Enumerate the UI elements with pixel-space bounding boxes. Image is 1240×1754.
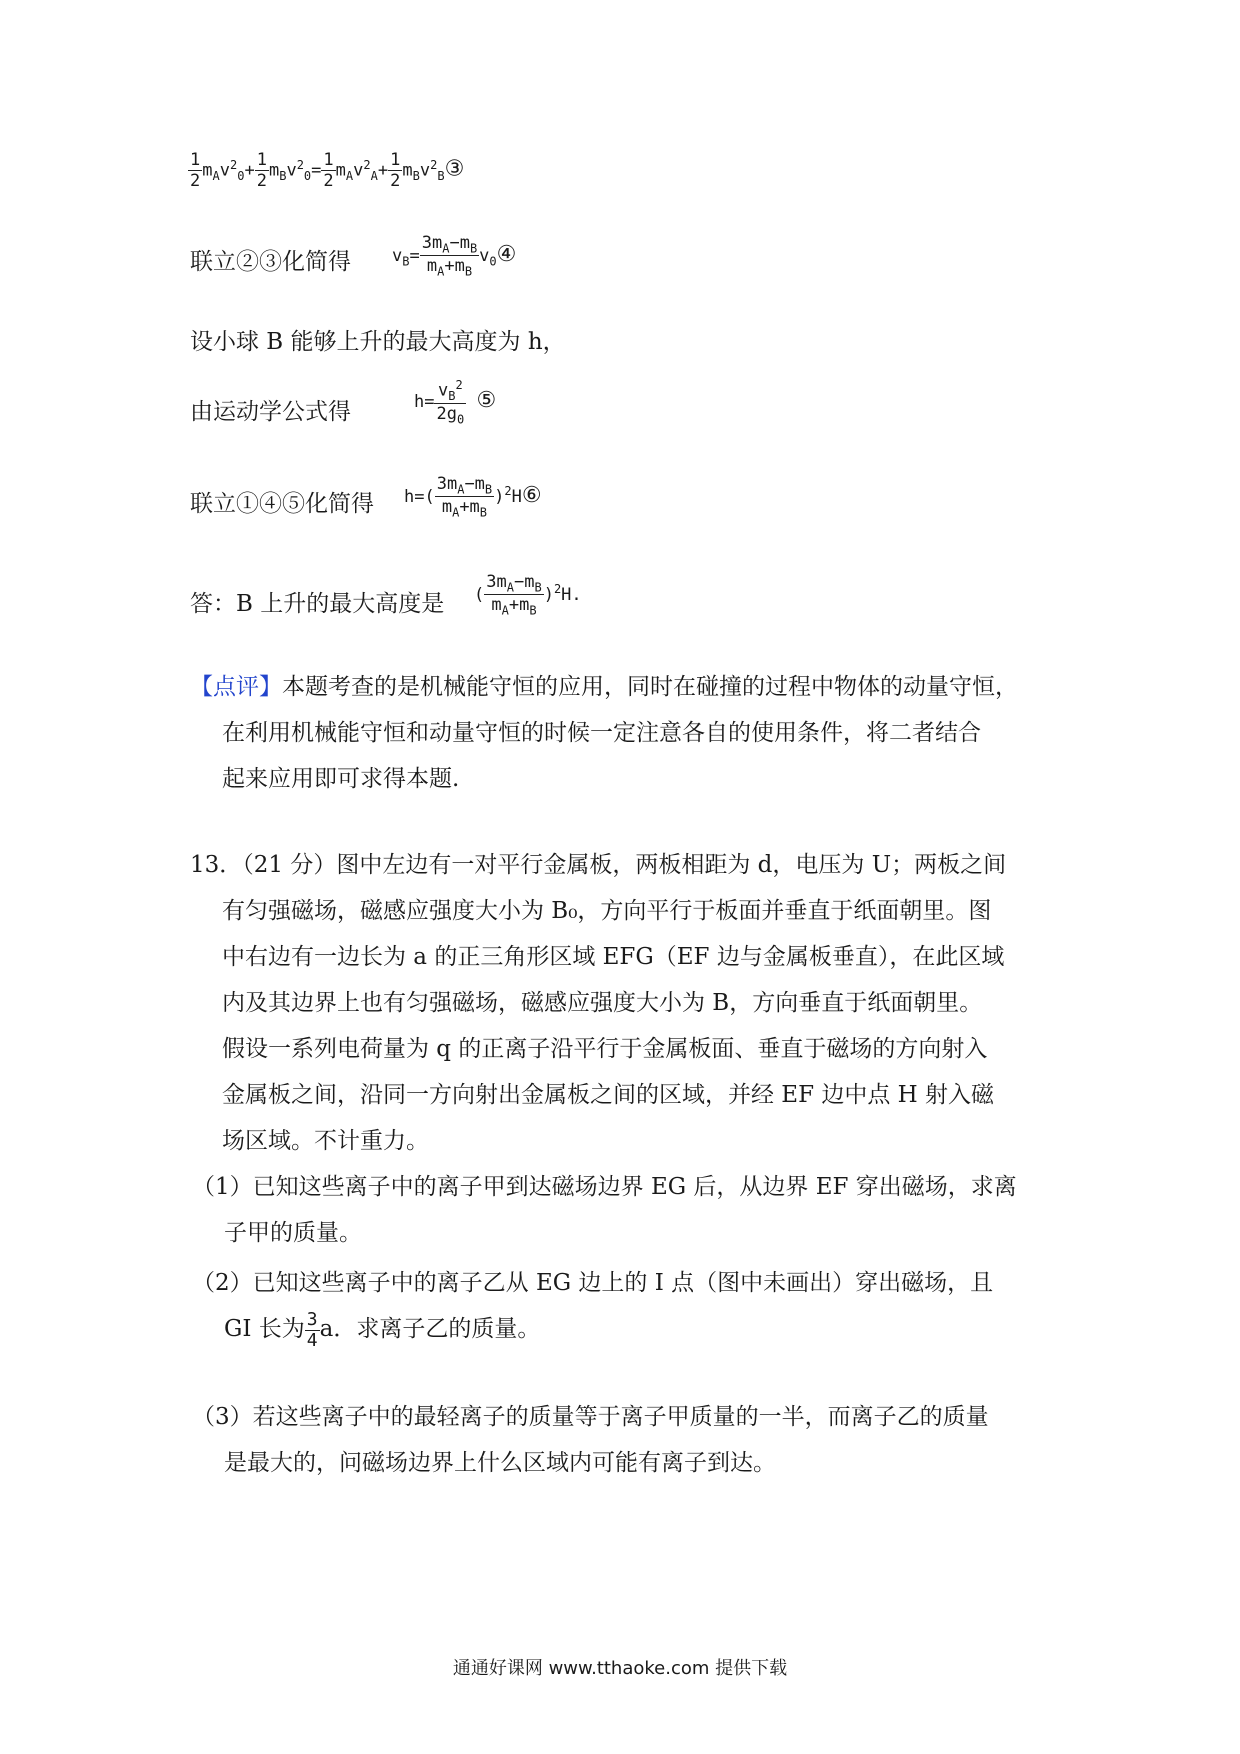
comment-block: 【点评】本题考查的是机械能守恒的应用，同时在碰撞的过程中物体的动量守恒， 在利用机械能守恒和动量守恒的时候一定注意各自的使用条件，将二者结合 起来应用即可求得本题. bbox=[190, 674, 1018, 792]
assume-line: 设小球 B 能够上升的最大高度为 h， bbox=[190, 329, 566, 355]
footer: 通通好课网 www.tthaoke.com 提供下载 bbox=[452, 1658, 788, 1679]
answer-equation: ( $\frac{3m_A-m_B}{m_A+m_B}$ )$^2$H. bbox=[474, 572, 582, 618]
sub-question-3: （3）若这些离子中的最轻离子的质量等于离子甲质量的一半，而离子乙的质量 是最大的，问磁场边界上什么区域内可能有离子到达。 bbox=[192, 1404, 989, 1476]
energy-equation: $\frac{1}{2}$ $m_Av^2_0+$ $\frac{1}{2}$ $m_Bv^2_0=$ $\frac{1}{2}$ $m_Av^2_A+$ $\frac{1}{2}$ $m_Bv^2_B③$ bbox=[190, 150, 465, 191]
sub-question-1: （1）已知这些离子中的离子甲到达磁场边界 EG 后，从边界 EF 穿出磁场，求离 子甲的质量。 bbox=[192, 1174, 1017, 1246]
question-number: 13． bbox=[190, 852, 243, 878]
sub-question-2: （2）已知这些离子中的离子乙从 EG 边上的 I 点（图中未画出）穿出磁场，且 GI 长为 $\frac{3}{4}$ a．求离子乙的质量。 bbox=[192, 1270, 994, 1351]
question-13: 13．（21 分）图中左边有一对平行金属板，两板相距为 d，电压为 U；两板之间 有匀强磁场，磁感应强度大小为 B₀，方向平行于板面并垂直于纸面朝里。图 中右边有一边长为 a 的正三角形区域 EFG（EF 边与金属板垂直），在此区域 内及其边界上也有匀强磁场，磁感应强度大小为 B，方向垂直于纸面朝里。 假设一系列电荷量为 q 的正离子沿平行于金属板面、垂直于磁场的方向射入 金属板之间，沿同一方向射出金属板之间的区域，并经 EF 边中点 H 射入磁 场区域。不计重力。 bbox=[190, 852, 1007, 1154]
h-final-equation: h=( $\frac{3m_A-m_B}{m_A+m_B}$ )$^2$H⑥ bbox=[404, 474, 542, 520]
simplify-line-1: 联立②③化简得 bbox=[190, 249, 351, 275]
simplify-line-2: 联立①④⑤化简得 bbox=[190, 491, 374, 517]
h-equation: h= $\frac{v_B^2}{2g_0}$ ⑤ bbox=[414, 378, 497, 427]
vb-equation: $v_B=$ $\frac{3m_A-m_B}{m_A+m_B}$ $v_0④$ bbox=[392, 233, 517, 279]
kinematic-line: 由运动学公式得 bbox=[190, 399, 351, 425]
comment-label: 点评 bbox=[213, 674, 259, 700]
answer-line: 答：B 上升的最大高度是 bbox=[190, 591, 445, 617]
